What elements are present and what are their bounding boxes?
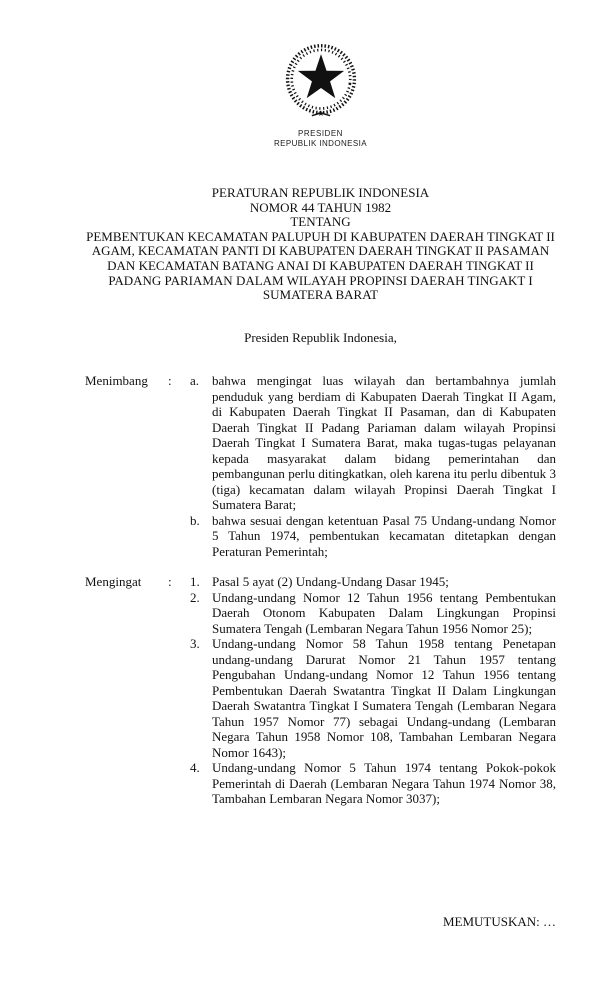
mengingat-item-3-marker: 3. — [190, 636, 200, 652]
menimbang-colon: : — [168, 373, 172, 389]
mengingat-item-1-marker: 1. — [190, 574, 200, 590]
mengingat-item-3-text: Undang-undang Nomor 58 Tahun 1958 tentang Penetapan undang-undang Darurat Nomor 21 Tahun 1957 tentang Pengubahan Undang-undang Nomor 12 Tahun 1956 tentang Pembentukan Daerah Swatantra Tingkat II Dalam Lingkungan Daerah Swatantra Tingkat I Sumatera Tengah (Lembaran Negara Tahun 1957 Nomor 77) sebagai Undang-undang (Lembaran Negara Tahun 1958 Nomor 108, Tambahan Lembaran Negara Nomor 1643); — [212, 636, 556, 760]
mengingat-item-2-marker: 2. — [190, 589, 200, 605]
letterhead-republik-indonesia: REPUBLIK INDONESIA — [273, 139, 367, 148]
mengingat-item-4-text: Undang-undang Nomor 5 Tahun 1974 tentang Pokok-pokok Pemerintah di Daerah (Lembaran Negara Tahun 1974 Nomor 38, Tambahan Lembaran Negara Nomor 3037); — [212, 760, 556, 807]
menimbang-label: Menimbang — [85, 373, 148, 389]
menimbang-item-b-marker: b. — [190, 512, 200, 528]
section-menimbang — [85, 373, 556, 559]
salutation: Presiden Republik Indonesia, — [244, 329, 397, 345]
letterhead — [85, 0, 556, 149]
regulation-kind: PERATURAN REPUBLIK INDONESIA — [211, 185, 430, 200]
regulation-subject: PEMBENTUKAN KECAMATAN PALUPUH DI KABUPATEN DAERAH TINGKAT II AGAM, KECAMATAN PANTI DI KABUPATEN DAERAH TINGKAT II PASAMAN DAN KECAMATAN BATANG ANAI DI KABUPATEN DAERAH TINGKAT II PADANG PARIAMAN DALAM WILAYAH PROPINSI DAERAH TINGAKT I SUMATERA BARAT — [86, 228, 555, 303]
mengingat-colon: : — [168, 574, 172, 590]
star-wreath-emblem-icon — [283, 42, 359, 124]
regulation-number: NOMOR 44 TAHUN 1982 — [249, 199, 392, 215]
decision-line: MEMUTUSKAN: … — [442, 913, 556, 929]
mengingat-item-1-text: Pasal 5 ayat (2) Undang-Undang Dasar 1945; — [212, 574, 449, 590]
menimbang-item-a-marker: a. — [190, 373, 200, 389]
menimbang-item-a-text: bahwa mengingat luas wilayah dan bertambahnya jumlah penduduk yang berdiam di Kabupaten Daerah Tingkat II Agam, di Kabupaten Daerah Tingkat II Pasaman, dan di Kabupaten Daerah Tingkat II Padang Pariaman dalam wilayah Propinsi Daerah Tingkat I Sumatera Barat, maka tugas-tugas pelayanan kepada masyarakat dalam bidang pemerintahan dan pembangunan perlu ditingkatkan, oleh karena itu perlu dibentuk 3 (tiga) kecamatan dalam wilayah Propinsi Daerah Tingkat I Sumatera Barat; — [212, 373, 556, 513]
section-mengingat — [85, 574, 556, 807]
document-content — [85, 0, 556, 929]
regulation-about-label: TENTANG — [290, 214, 351, 230]
menimbang-item-b-text: bahwa sesuai dengan ketentuan Pasal 75 Undang-undang Nomor 5 Tahun 1974, pembentukan kecamatan ditetapkan dengan Peraturan Pemerintah; — [212, 512, 556, 559]
letterhead-presiden: PRESIDEN — [298, 129, 343, 138]
title-block — [85, 186, 556, 303]
mengingat-label: Mengingat — [85, 574, 142, 590]
mengingat-item-2-text: Undang-undang Nomor 12 Tahun 1956 tentang Pembentukan Daerah Otonom Kabupaten Dalam Lingkungan Propinsi Sumatera Tengah (Lembaran Negara Tahun 1956 Nomor 25); — [212, 589, 556, 636]
mengingat-item-4-marker: 4. — [190, 760, 200, 776]
